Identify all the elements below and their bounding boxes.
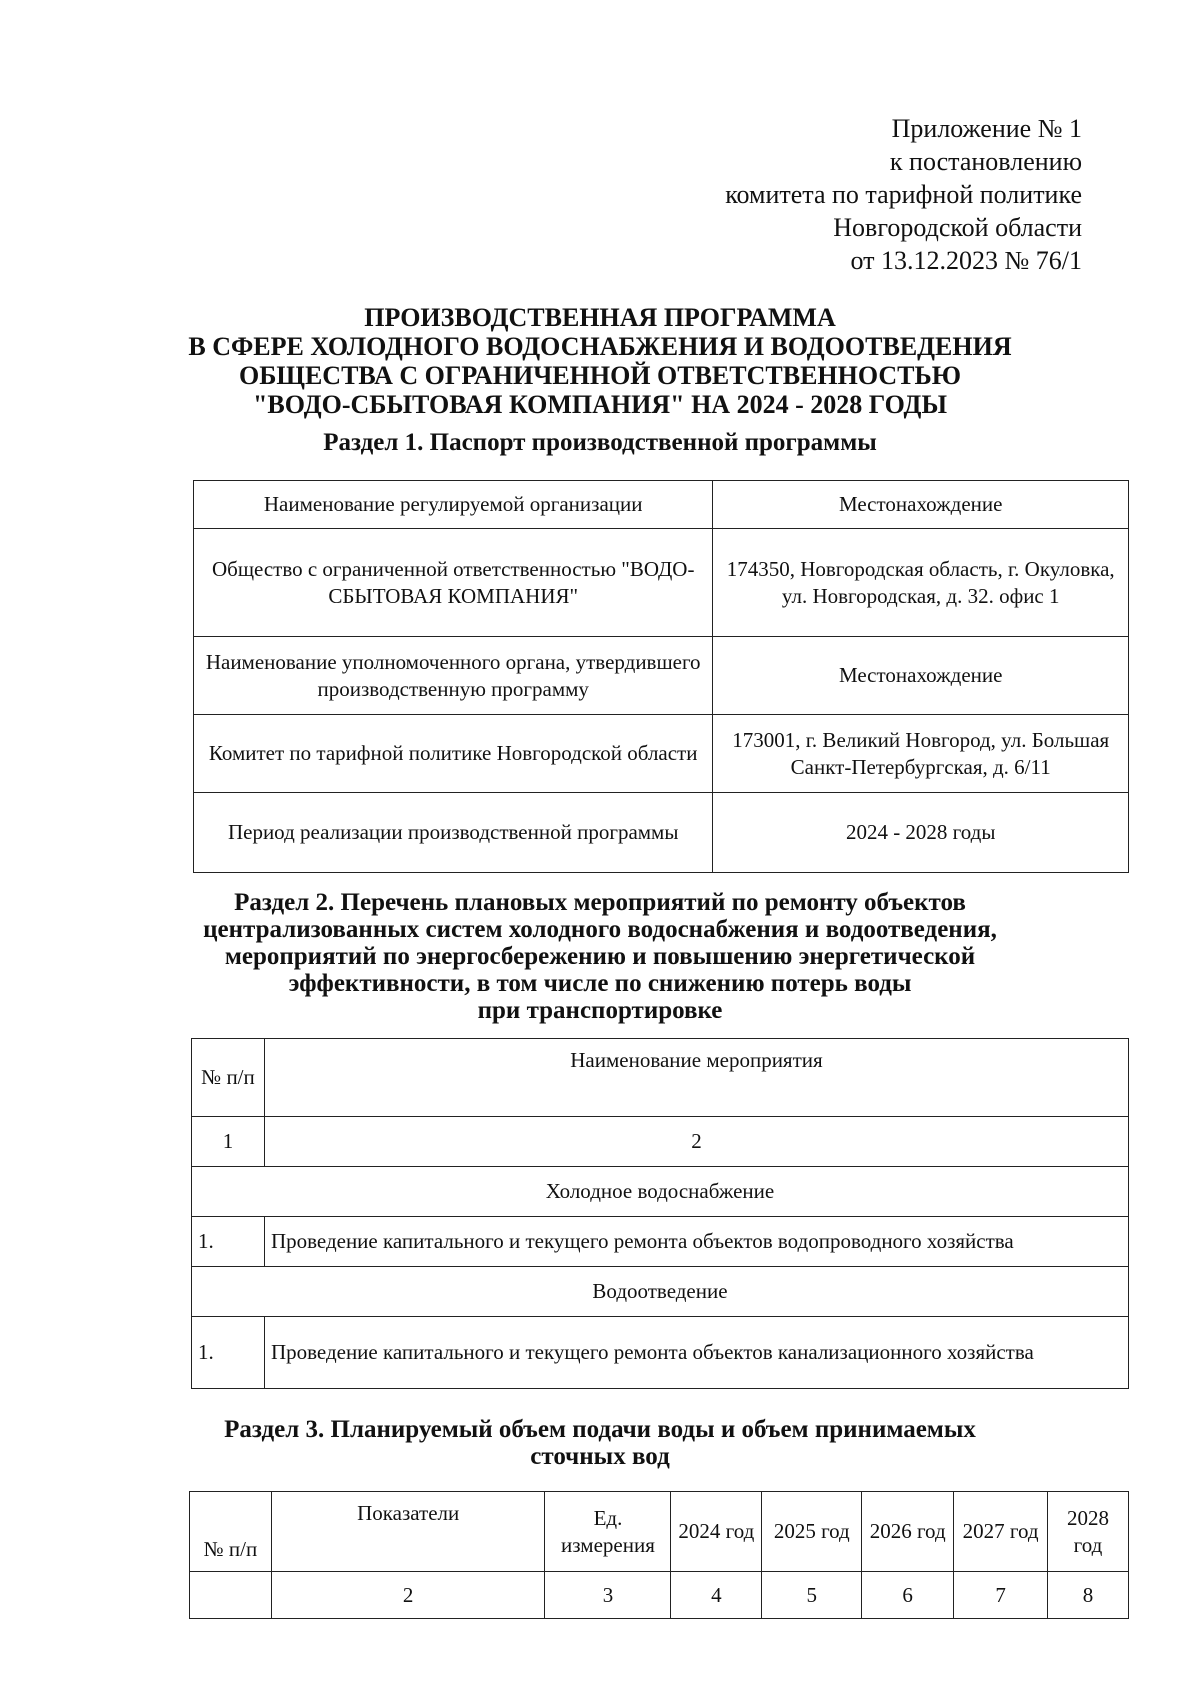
table-row <box>192 1317 1129 1389</box>
section2-title-line: централизованных систем холодного водоснабжения и водоотведения, <box>203 916 997 943</box>
section2-title-line: эффективности, в том числе по снижению потерь воды <box>288 970 912 997</box>
table-header-row <box>190 1492 1129 1572</box>
group-row <box>192 1167 1129 1217</box>
group-title-cell: Холодное водоснабжение <box>192 1167 1129 1217</box>
table-row <box>194 715 1129 793</box>
table-cell: Наименование регулируемой организации <box>194 481 713 529</box>
header-cell: 2026 год <box>862 1492 954 1572</box>
table-row <box>194 529 1129 637</box>
header-cell: 2027 год <box>954 1492 1048 1572</box>
appendix-line: к постановлению <box>889 147 1082 176</box>
appendix-line: Новгородской области <box>833 213 1082 242</box>
header-cell: 2024 год <box>671 1492 762 1572</box>
table-cell: 1 <box>192 1117 265 1167</box>
measures-table <box>191 1038 1129 1389</box>
header-cell: Показатели <box>271 1492 545 1572</box>
table-cell: 2 <box>264 1117 1128 1167</box>
section2-title-line: мероприятий по энергосбережению и повышению энергетической <box>224 943 976 970</box>
table-row <box>194 793 1129 873</box>
section3-title-line: Раздел 3. Планируемый объем подачи воды и объем принимаемых <box>224 1416 976 1443</box>
header-cell: Ед. измерения <box>545 1492 671 1572</box>
title-line: ПРОИЗВОДСТВЕННАЯ ПРОГРАММА <box>364 303 836 332</box>
table-row <box>194 481 1129 529</box>
row-num-cell: 1. <box>192 1217 265 1267</box>
appendix-line: от 13.12.2023 № 76/1 <box>850 246 1082 275</box>
row-num-cell: 1. <box>192 1317 265 1389</box>
appendix-block <box>725 112 1082 277</box>
table-cell: 174350, Новгородская область, г. Окуловка, ул. Новгородская, д. 32. офис 1 <box>713 529 1129 637</box>
table-cell: Общество с ограниченной ответственностью "ВОДО-СБЫТОВАЯ КОМПАНИЯ" <box>194 529 713 637</box>
title-line: В СФЕРЕ ХОЛОДНОГО ВОДОСНАБЖЕНИЯ И ВОДООТВЕДЕНИЯ <box>188 332 1012 361</box>
title-line: ОБЩЕСТВА С ОГРАНИЧЕННОЙ ОТВЕТСТВЕННОСТЬЮ <box>238 361 961 390</box>
section2-title-line: Раздел 2. Перечень плановых мероприятий по ремонту объектов <box>234 889 966 916</box>
table-row <box>192 1217 1129 1267</box>
header-num-cell: № п/п <box>192 1039 265 1117</box>
table-cell: 6 <box>862 1572 954 1619</box>
volume-table <box>189 1491 1129 1619</box>
table-cell: 173001, г. Великий Новгород, ул. Большая Санкт-Петербургская, д. 6/11 <box>713 715 1129 793</box>
passport-table <box>193 480 1129 873</box>
document-title <box>0 303 1200 419</box>
table-header-row <box>192 1039 1129 1117</box>
group-title-cell: Водоотведение <box>192 1267 1129 1317</box>
table-cell: 5 <box>762 1572 862 1619</box>
table-cell: 3 <box>545 1572 671 1619</box>
section2-title <box>0 889 1200 1024</box>
table-cell: 4 <box>671 1572 762 1619</box>
table-cell <box>190 1572 272 1619</box>
column-number-row <box>190 1572 1129 1619</box>
section1-title: Раздел 1. Паспорт производственной программы <box>323 429 877 456</box>
header-cell: 2025 год <box>762 1492 862 1572</box>
header-cell: № п/п <box>190 1492 272 1572</box>
table-cell: 7 <box>954 1572 1048 1619</box>
row-text-cell: Проведение капитального и текущего ремонта объектов канализационного хозяйства <box>264 1317 1128 1389</box>
table-row <box>194 637 1129 715</box>
table-cell: Местонахождение <box>713 481 1129 529</box>
section2-title-line: при транспортировке <box>477 997 723 1024</box>
header-cell: 2028 год <box>1048 1492 1129 1572</box>
title-line: "ВОДО-СБЫТОВАЯ КОМПАНИЯ" НА 2024 - 2028 ГОДЫ <box>253 390 947 419</box>
table-cell: 2 <box>271 1572 545 1619</box>
table-cell: 8 <box>1048 1572 1129 1619</box>
table-cell: Период реализации производственной программы <box>194 793 713 873</box>
section3-title <box>0 1416 1200 1470</box>
column-number-row <box>192 1117 1129 1167</box>
table-cell: Наименование уполномоченного органа, утвердившего производственную программу <box>194 637 713 715</box>
group-row <box>192 1267 1129 1317</box>
appendix-line: комитета по тарифной политике <box>725 180 1082 209</box>
table-cell: 2024 - 2028 годы <box>713 793 1129 873</box>
row-text-cell: Проведение капитального и текущего ремонта объектов водопроводного хозяйства <box>264 1217 1128 1267</box>
appendix-line: Приложение № 1 <box>891 114 1082 143</box>
header-name-cell: Наименование мероприятия <box>264 1039 1128 1117</box>
section3-title-line: сточных вод <box>530 1443 670 1470</box>
table-cell: Комитет по тарифной политике Новгородской области <box>194 715 713 793</box>
table-cell: Местонахождение <box>713 637 1129 715</box>
